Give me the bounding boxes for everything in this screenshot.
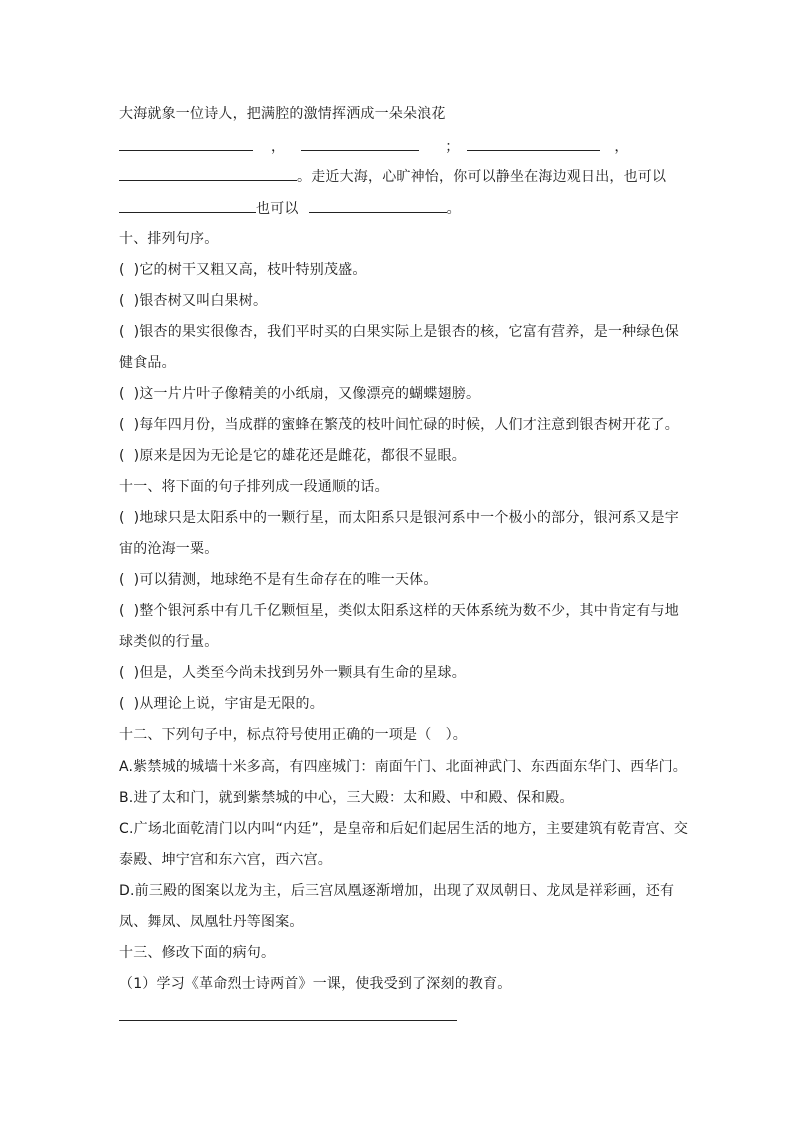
fill-line-2-text: 。走近大海，心旷神怡，你可以静坐在海边观日出，也可以 bbox=[297, 169, 667, 185]
sec10-title: 十、排列句序。 bbox=[119, 231, 219, 247]
sec11-item-3-cont: 球类似的行量。 bbox=[119, 634, 219, 650]
sec11-item-1-cont: 宙的沧海一粟。 bbox=[119, 541, 219, 557]
answer-line[interactable] bbox=[119, 1020, 457, 1021]
sec11-title: 十一、将下面的句子排列成一段通顺的话。 bbox=[119, 479, 389, 495]
sec12-option-c-cont: 泰殿、坤宁宫和东六宫，西六宫。 bbox=[119, 852, 332, 868]
sec12-option-d-cont: 凤、舞凤、凤凰牡丹等图案。 bbox=[119, 914, 304, 930]
blank-5[interactable] bbox=[119, 198, 256, 213]
sec10-item-5[interactable]: ( )每年四月份，当成群的蜜蜂在繁茂的枝叶间忙碌的时候，人们才注意到银杏树开花了。 bbox=[119, 417, 679, 433]
semicolon: ； bbox=[445, 139, 460, 155]
fill-line-2 bbox=[119, 166, 666, 187]
sec13-question-1: （1）学习《革命烈士诗两首》一课，使我受到了深刻的教育。 bbox=[119, 976, 512, 992]
comma-2: ， bbox=[614, 139, 629, 155]
poem-intro: 大海就象一位诗人，把满腔的激情挥洒成一朵朵浪花 bbox=[119, 106, 446, 122]
blank-1[interactable] bbox=[119, 136, 253, 151]
sec12-option-c[interactable]: C.广场北面乾清门以内叫“内廷”，是皇帝和后妃们起居生活的地方，主要建筑有乾青宫、交 bbox=[119, 821, 689, 837]
sec10-item-3[interactable]: ( )银杏的果实很像杏，我们平时买的白果实际上是银杏的核，它富有营养，是一种绿色保 bbox=[119, 324, 679, 340]
period: 。 bbox=[446, 201, 461, 217]
sec13-title: 十三、修改下面的病句。 bbox=[119, 945, 276, 961]
sec10-item-1[interactable]: ( )它的树干又粗又高，枝叶特别茂盛。 bbox=[119, 262, 367, 278]
sec11-item-1[interactable]: ( )地球只是太阳系中的一颗行星，而太阳系只是银河系中一个极小的部分，银河系又是宇 bbox=[119, 510, 679, 526]
fill-line-3 bbox=[119, 198, 461, 219]
blank-2[interactable] bbox=[301, 136, 419, 151]
sec11-item-4[interactable]: ( )但是，人类至今尚未找到另外一颗具有生命的星球。 bbox=[119, 665, 466, 681]
sec10-item-3-cont: 健食品。 bbox=[119, 355, 176, 371]
also-can: 也可以 bbox=[256, 201, 299, 217]
sec12-title: 十二、下列句子中，标点符号使用正确的一项是（ ）。 bbox=[119, 727, 467, 743]
fill-line-1 bbox=[119, 136, 629, 157]
sec10-item-2[interactable]: ( )银杏树又叫白果树。 bbox=[119, 293, 268, 309]
sec11-item-2[interactable]: ( )可以猜测，地球绝不是有生命存在的唯一天体。 bbox=[119, 572, 438, 588]
sec12-option-d[interactable]: D.前三殿的图案以龙为主，后三宫凤凰逐渐增加，出现了双凤朝日、龙凤是祥彩画，还有 bbox=[119, 883, 675, 899]
sec10-item-6[interactable]: ( )原来是因为无论是它的雄花还是雌花，都很不显眼。 bbox=[119, 448, 466, 464]
sec11-item-5[interactable]: ( )从理论上说，宇宙是无限的。 bbox=[119, 696, 324, 712]
blank-3[interactable] bbox=[467, 136, 600, 151]
sec12-option-a[interactable]: A.紫禁城的城墙十米多高，有四座城门：南面午门、北面神武门、东西面东华门、西华门。 bbox=[119, 759, 687, 775]
sec11-item-3[interactable]: ( )整个银河系中有几千亿颗恒星，类似太阳系这样的天体系统为数不少，其中肯定有与地 bbox=[119, 603, 679, 619]
sec10-item-4[interactable]: ( )这一片片叶子像精美的小纸扇，又像漂亮的蝴蝶翅膀。 bbox=[119, 386, 481, 402]
comma-1: ， bbox=[271, 139, 286, 155]
blank-4[interactable] bbox=[119, 166, 297, 181]
blank-6[interactable] bbox=[309, 198, 447, 213]
sec12-option-b[interactable]: B.进了太和门，就到紫禁城的中心，三大殿：太和殿、中和殿、保和殿。 bbox=[119, 790, 574, 806]
